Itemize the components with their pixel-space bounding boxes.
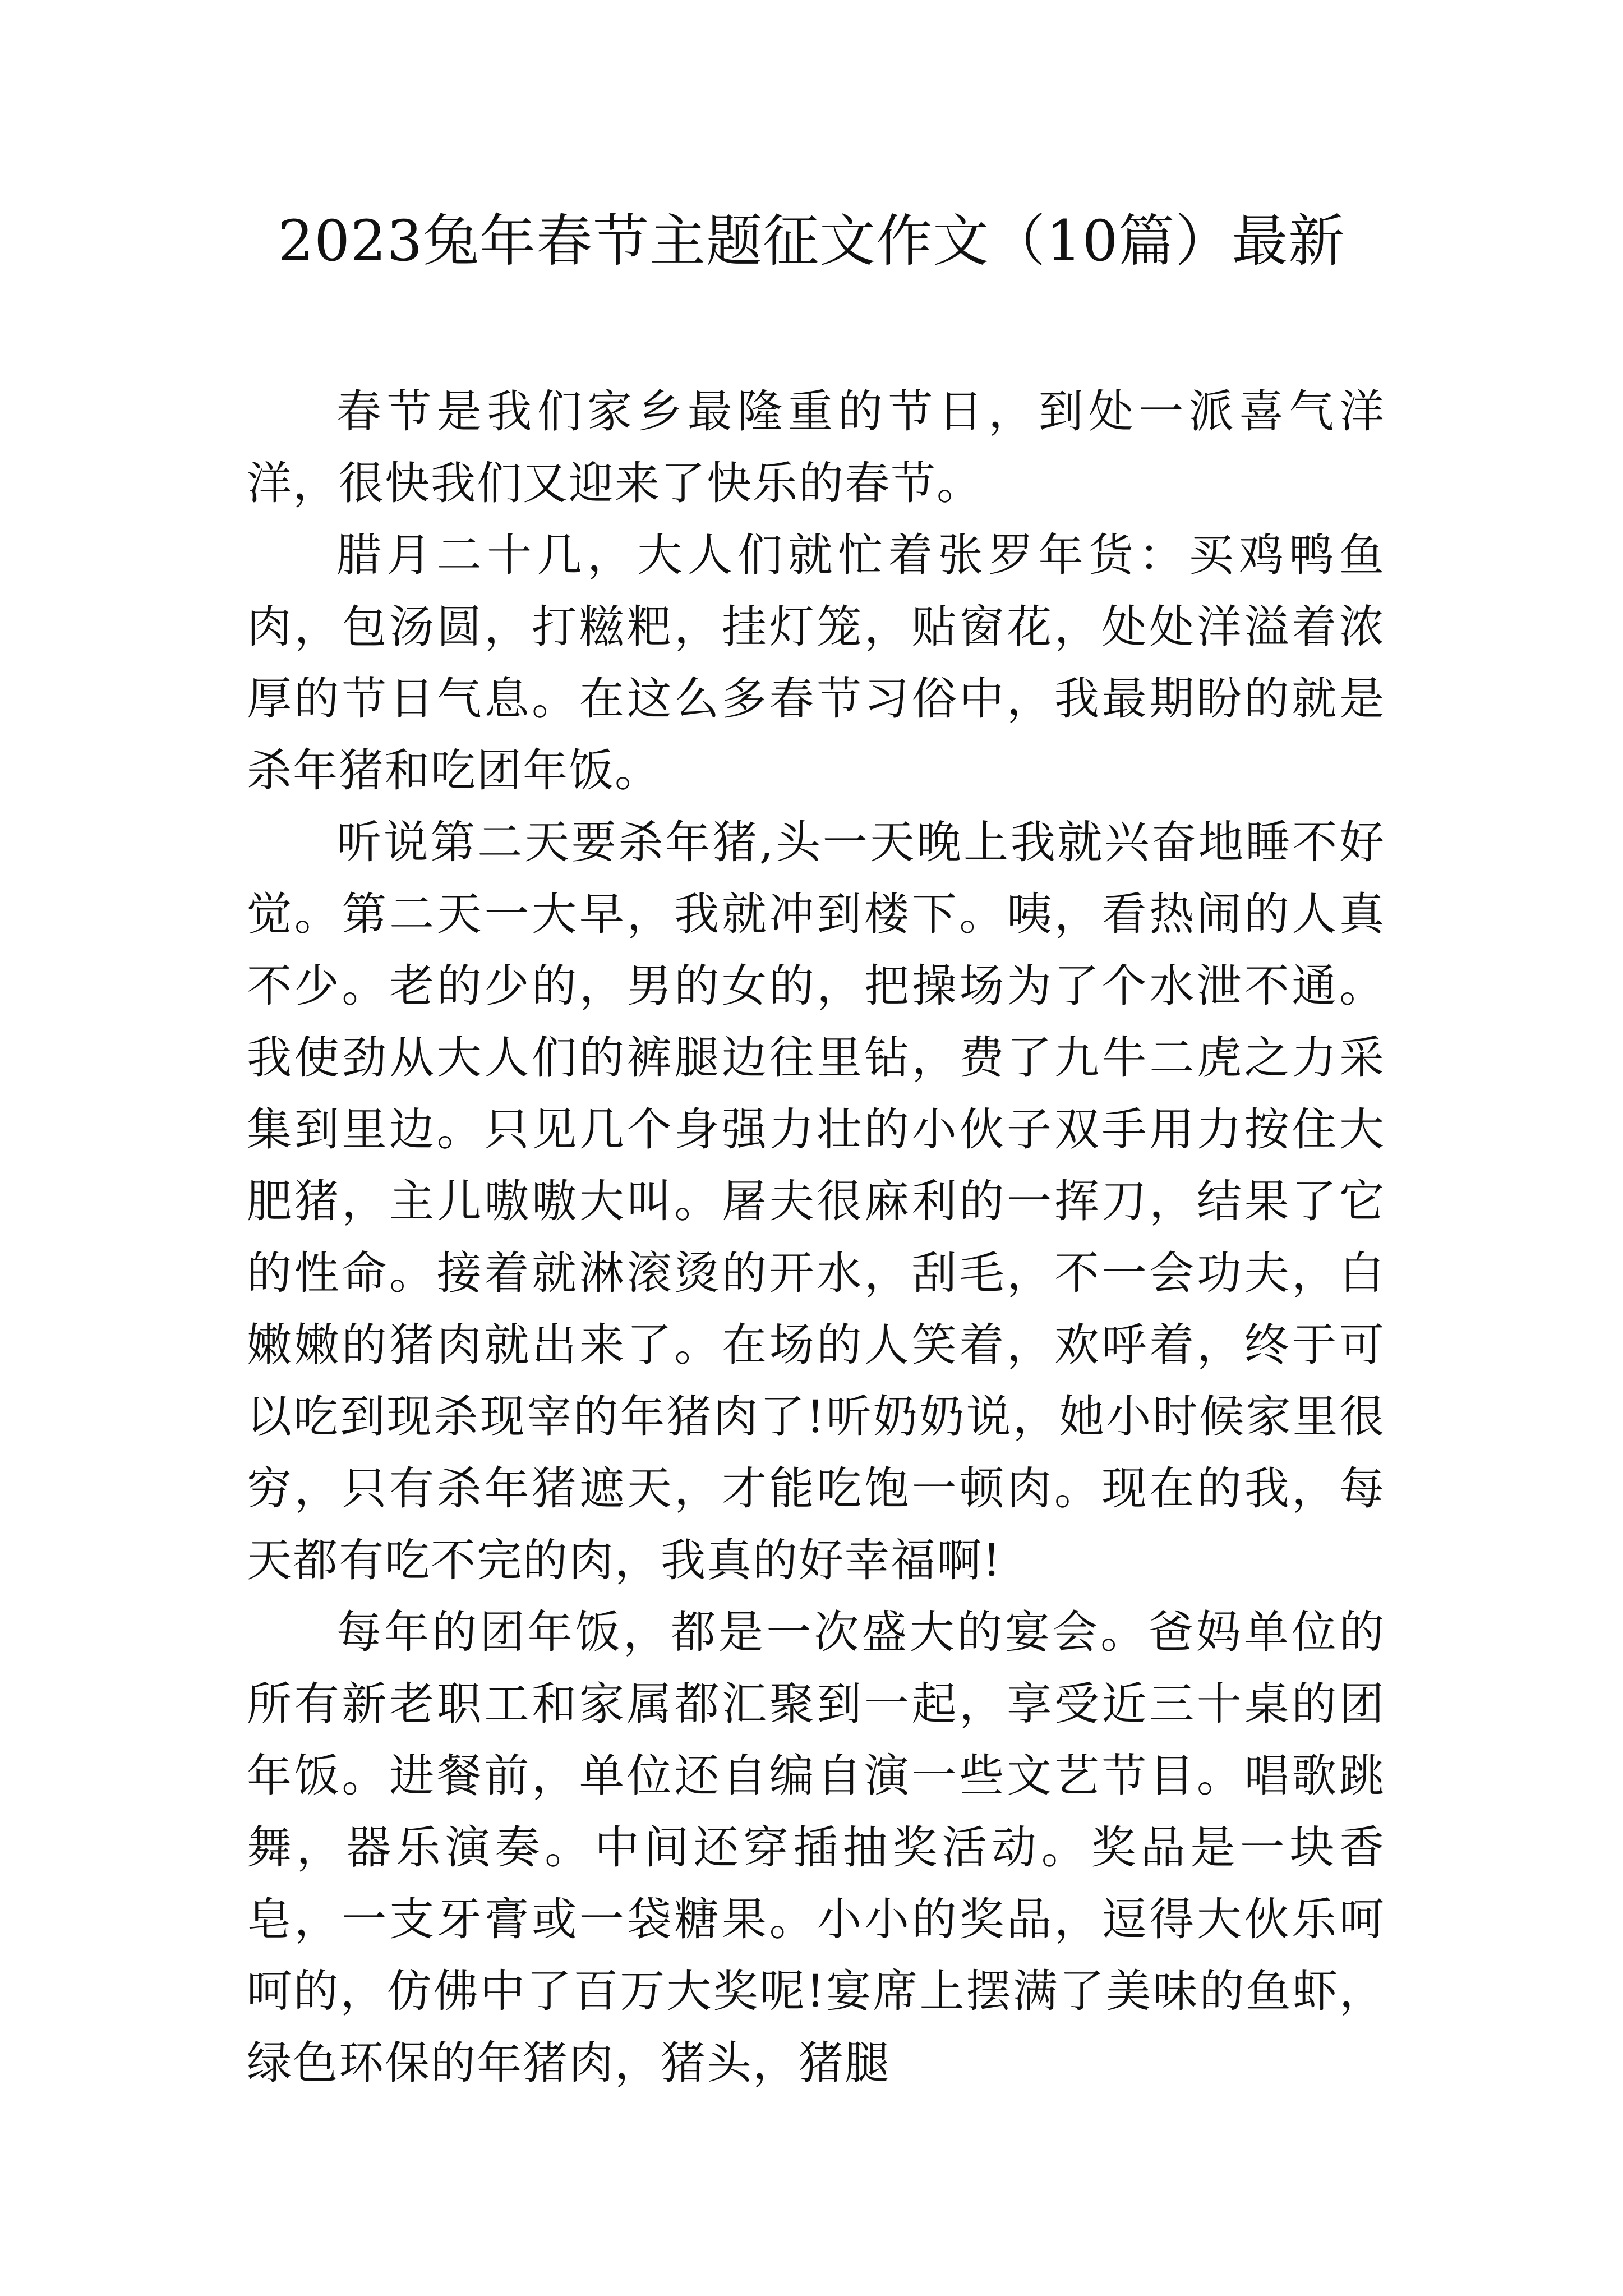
paragraph: 听说第二天要杀年猪,头一天晚上我就兴奋地睡不好觉。第二天一大早，我就冲到楼下。咦，看热闹的人真不少。老的少的，男的女的，把操场为了个水泄不通。我使劲从大人们的裤腿边往里钻，费了九牛二虎之力采集到里边。只见几个身强力壮的小伙子双手用力按住大肥猪，主儿嗷嗷大叫。屠夫很麻利的一挥刀，结果了它的性命。接着就淋滚烫的开水，刮毛，不一会功夫，白嫩嫩的猪肉就出来了。在场的人笑着，欢呼着，终于可以吃到现杀现宰的年猪肉了!听奶奶说，她小时候家里很穷，只有杀年猪遮天，才能吃饱一顿肉。现在的我，每天都有吃不完的肉，我真的好幸福啊! — [247, 816, 1385, 1586]
document-body — [247, 376, 1385, 2099]
paragraph: 春节是我们家乡最隆重的节日，到处一派喜气洋洋，很快我们又迎来了快乐的春节。 — [247, 385, 1385, 509]
document-title: 2023兔年春节主题征文作文（10篇）最新 — [278, 208, 1345, 274]
paragraph: 每年的团年饭，都是一次盛大的宴会。爸妈单位的所有新老职工和家属都汇聚到一起，享受近三十桌的团年饭。进餐前，单位还自编自演一些文艺节目。唱歌跳舞，器乐演奏。中间还穿插抽奖活动。奖品是一块香皂，一支牙膏或一袋糖果。小小的奖品，逗得大伙乐呵呵的，仿佛中了百万大奖呢!宴席上摆满了美味的鱼虾，绿色环保的年猪肉，猪头，猪腿 — [247, 1606, 1385, 2089]
paragraph: 腊月二十几，大人们就忙着张罗年货：买鸡鸭鱼肉，包汤圆，打糍粑，挂灯笼，贴窗花，处处洋溢着浓厚的节日气息。在这么多春节习俗中，我最期盼的就是杀年猪和吃团年饭。 — [247, 529, 1385, 797]
